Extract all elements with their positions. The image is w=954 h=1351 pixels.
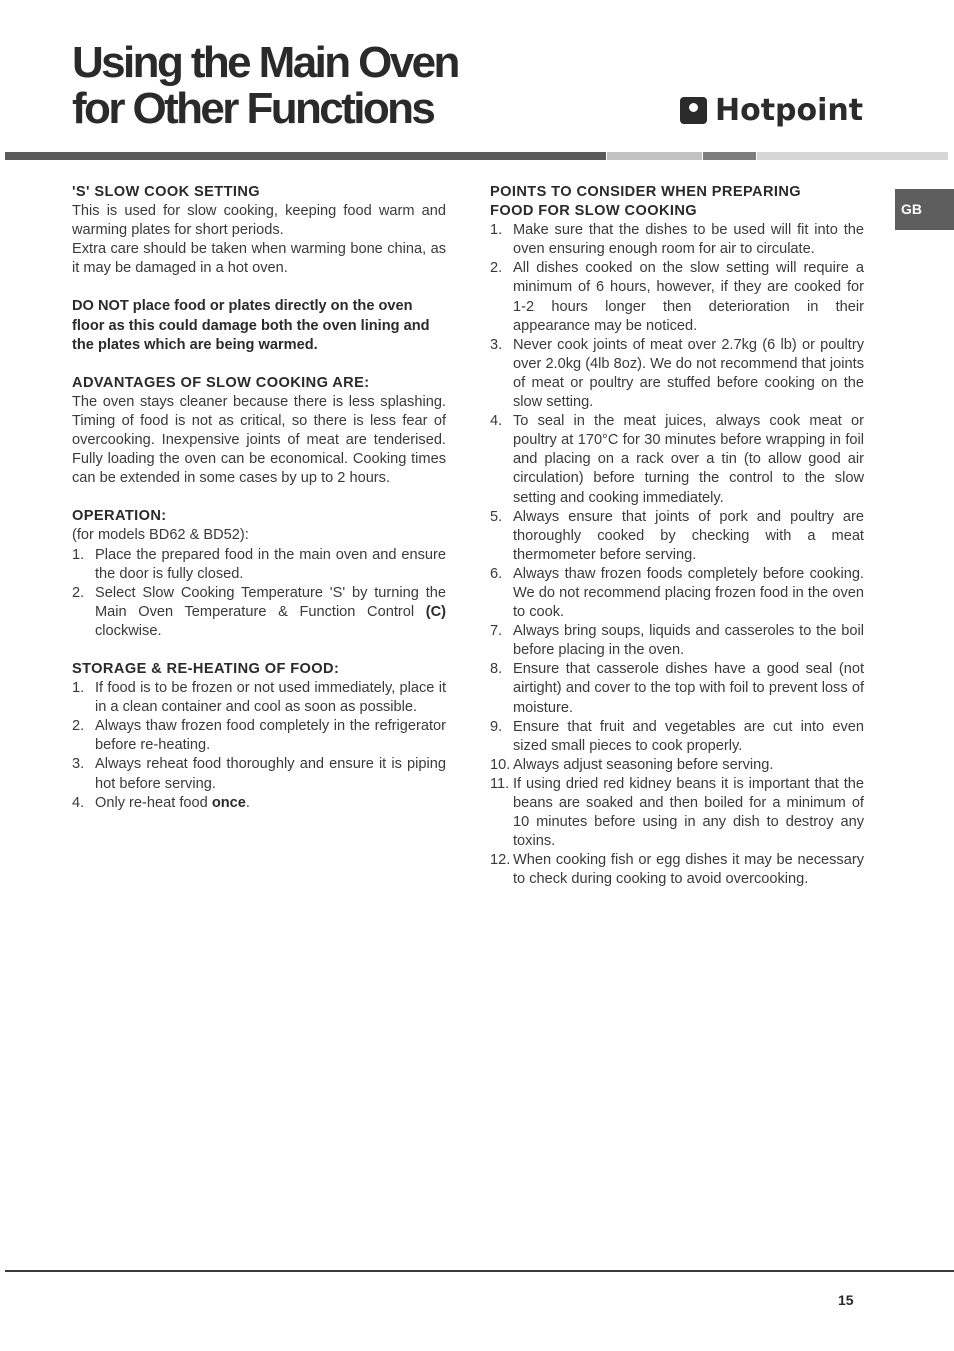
list-item: 10. Always adjust seasoning before serving.: [490, 756, 774, 773]
slow-cook-paragraph: Extra care should be taken when warming bone china, as it may be damaged in a hot oven.: [72, 241, 446, 277]
right-column: [490, 183, 864, 889]
operation-models: (for models BD62 & BD52):: [72, 527, 249, 544]
list-item: 4. To seal in the meat juices, always cook meat or poultry at 170°C for 30 minutes before wrapping in foil and placing on a rack over a tin (to allow good air circulation) before turning the control to the slow setting and cooking immediately.: [490, 413, 864, 506]
operation-heading: OPERATION:: [72, 508, 167, 525]
list-item: 3. Never cook joints of meat over 2.7kg (6 lb) or poultry over 2.0kg (4lb 8oz). We do not recommend that joints of meat or poultry are stuffed before cooking on the slow setting.: [490, 336, 864, 411]
brand-name: Hotpoint: [715, 92, 864, 128]
list-item: 7. Always bring soups, liquids and casseroles to the boil before placing in the oven.: [490, 623, 864, 659]
slow-cook-heading: 'S' SLOW COOK SETTING: [72, 184, 261, 200]
header-rule-segment: [5, 152, 606, 160]
storage-list: [72, 679, 446, 813]
warning-text: DO NOT place food or plates directly on the oven floor as this could damage both the oven lining and the plates which are being warmed.: [72, 298, 430, 353]
list-item: 9. Ensure that fruit and vegetables are cut into even sized small pieces to cook properly.: [490, 718, 864, 754]
list-item: 4. Only re-heat food once.: [72, 794, 250, 811]
operation-list: [72, 546, 446, 641]
list-item: 11. If using dried red kidney beans it is important that the beans are soaked and then boiled for a minimum of 10 minutes before using in any dish to destroy any toxins.: [490, 775, 864, 850]
hotpoint-logo-icon: [680, 97, 707, 124]
left-column: [72, 183, 446, 813]
language-tab: GB: [895, 189, 954, 230]
advantages-text: The oven stays cleaner because there is less splashing. Timing of food is not as critical, so there is less fear of overcooking. Inexpensive joints of meat are tenderised. Fully loading the oven can be economical. Cooking times can be extended in some cases by up to 2 hours.: [72, 393, 446, 487]
advantages-heading: ADVANTAGES OF SLOW COOKING ARE:: [72, 374, 370, 391]
title-line-2: for Other Functions: [72, 84, 434, 133]
slow-cook-paragraph: This is used for slow cooking, keeping food warm and warming plates for short periods.: [72, 203, 446, 239]
page-number: 15: [838, 1292, 854, 1308]
list-item: 5. Always ensure that joints of pork and poultry are thoroughly cooked by checking with a meat thermometer before serving.: [490, 508, 864, 563]
brand-logo: [680, 92, 863, 128]
points-list: [490, 221, 864, 889]
list-item: 1. Place the prepared food in the main oven and ensure the door is fully closed.: [72, 546, 446, 582]
page-title: [72, 40, 458, 132]
list-item: 1. If food is to be frozen or not used immediately, place it in a clean container and cool as soon as possible.: [72, 680, 446, 716]
list-item: 3. Always reheat food thoroughly and ensure it is piping hot before serving.: [72, 756, 446, 792]
storage-heading: STORAGE & RE-HEATING OF FOOD:: [72, 660, 340, 677]
points-heading: POINTS TO CONSIDER WHEN PREPARING FOOD FOR SLOW COOKING: [490, 184, 802, 220]
footer-rule: [5, 1270, 954, 1272]
list-item: 1. Make sure that the dishes to be used will fit into the oven ensuring enough room for air to circulate.: [490, 222, 864, 258]
list-item: 12. When cooking fish or egg dishes it may be necessary to check during cooking to avoid overcooking.: [490, 852, 864, 888]
title-line-1: Using the Main Oven: [72, 38, 458, 87]
list-item: 6. Always thaw frozen foods completely before cooking. We do not recommend placing frozen food in the oven to cook.: [490, 565, 864, 621]
header-rule-segment: [703, 152, 756, 160]
list-item: 2. Select Slow Cooking Temperature 'S' by turning the Main Oven Temperature & Function Control (C) clockwise.: [72, 584, 446, 639]
list-item: 8. Ensure that casserole dishes have a good seal (not airtight) and cover to the top with foil to prevent loss of moisture.: [490, 661, 864, 716]
list-item: 2. All dishes cooked on the slow setting will require a minimum of 6 hours, however, if they are cooked for 1-2 hours longer then deterioration in their appearance may be noticed.: [490, 260, 864, 334]
header-rule-segment: [607, 152, 702, 160]
header-rule-segment: [757, 152, 948, 160]
list-item: 2. Always thaw frozen food completely in the refrigerator before re-heating.: [72, 718, 446, 754]
